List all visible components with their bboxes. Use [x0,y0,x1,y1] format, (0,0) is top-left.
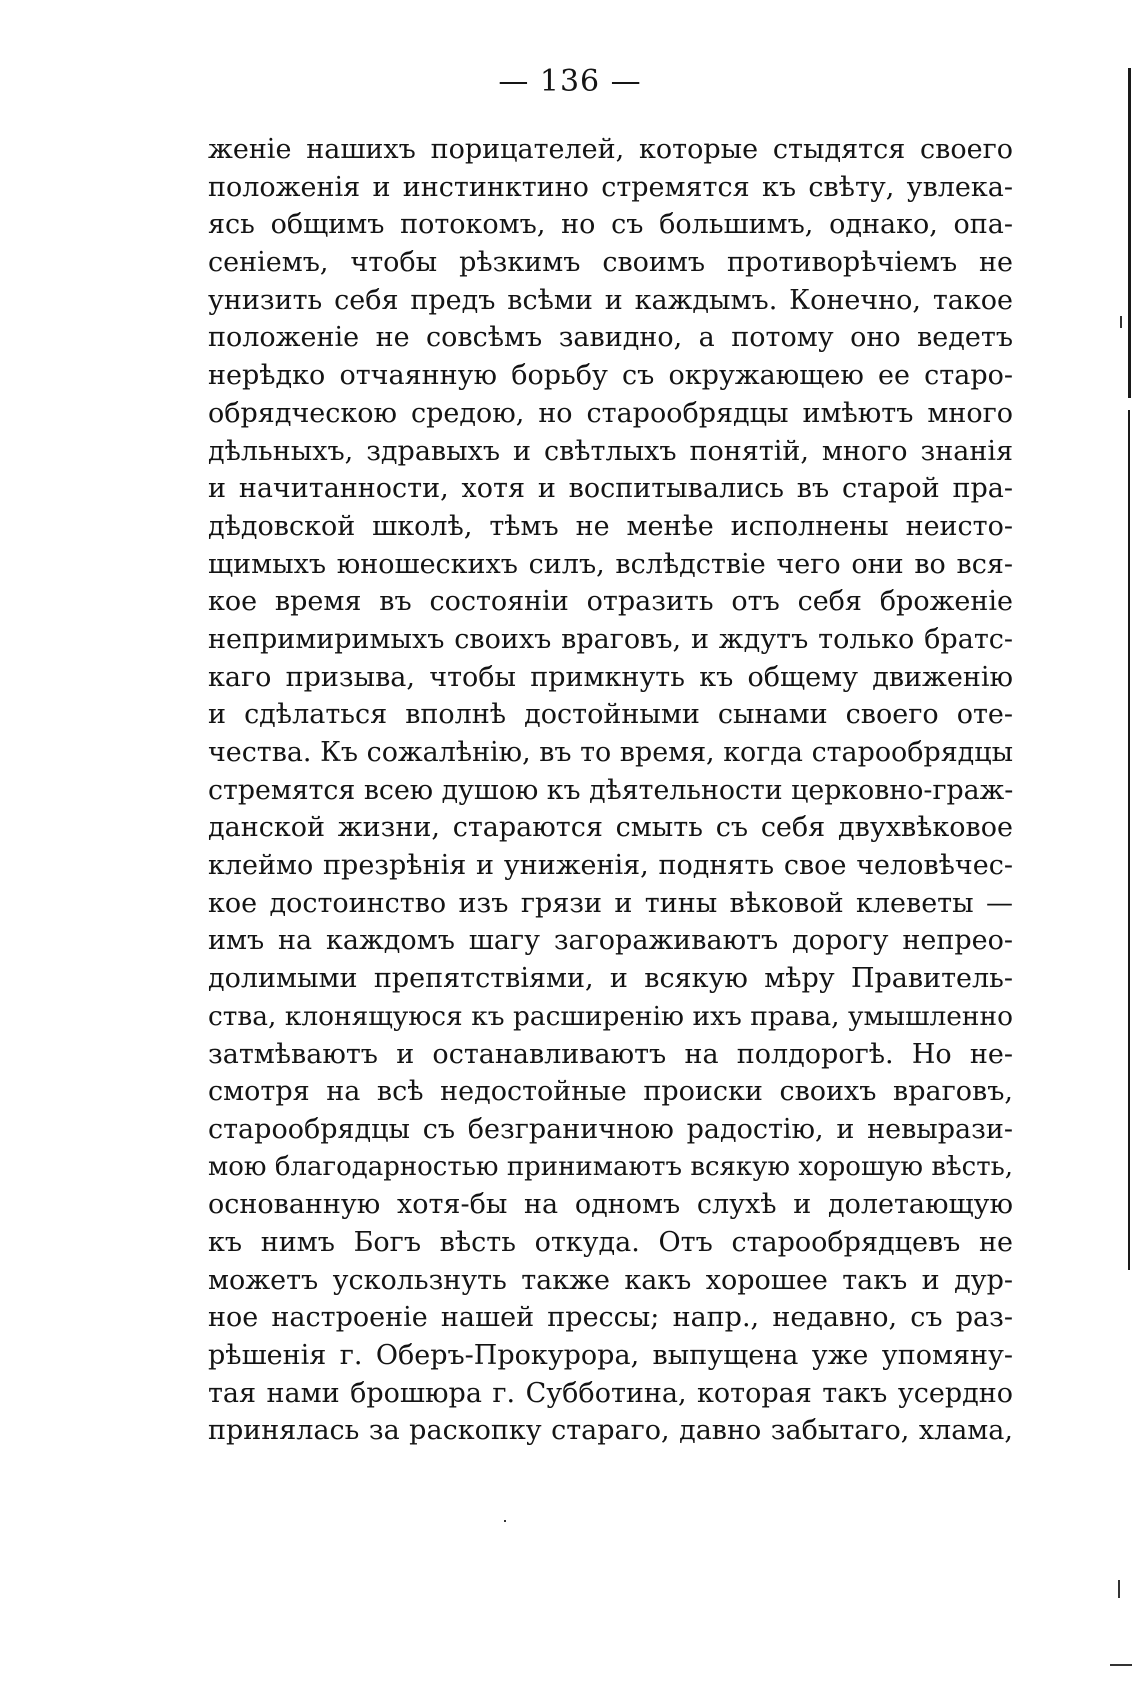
text-line: смотря на всѣ недостойные происки своихъ враговъ, [208,1076,1013,1108]
text-line: сеніемъ, чтобы рѣзкимъ своимъ противорѣчіемъ не [208,247,1013,279]
text-line: кое время въ состояніи отразить отъ себя броженіе [208,586,1013,618]
page-number: — 136 — [498,64,642,99]
text-line: обрядческою средою, но старообрядцы имѣютъ много [208,397,1013,429]
text-line: унизить себя предъ всѣми и каждымъ. Конечно, такое [208,284,1013,316]
text-line: кое достоинство изъ грязи и тины вѣковой клеветы — [208,887,1013,919]
text-line: и начитанности, хотя и воспитывались въ старой пра- [208,473,1013,505]
text-line: основанную хотя-бы на одномъ слухѣ и долетающую [208,1189,1013,1221]
text-line: къ нимъ Богъ вѣсть откуда. Отъ старообрядцевъ не [208,1226,1013,1258]
text-line: ное настроеніе нашей прессы; напр., недавно, съ раз- [208,1302,1013,1334]
text-line: стремятся всею душою къ дѣятельности церковно-граж- [208,774,1014,806]
text-line: положеніе не совсѣмъ завидно, а потому оно ведетъ [208,322,1013,354]
text-line: клеймо презрѣнія и униженія, поднять свое человѣчес- [208,850,1013,882]
text-line: щимыхъ юношескихъ силъ, вслѣдствіе чего они во вся- [208,548,1013,580]
text-line: тая нами брошюра г. Субботина, которая такъ усердно [208,1377,1013,1409]
text-line: женіе нашихъ порицателей, которые стыдятся своего [208,134,1013,165]
text-line: рѣшенія г. Оберъ-Прокурора, выпущена уже упомяну- [208,1340,1013,1371]
text-line: нерѣдко отчаянную борьбу съ окружающею ее старо- [208,360,1013,392]
text-line: мою благодарностью принимаютъ всякую хорошую вѣсть, [208,1151,1013,1182]
body-text [208,131,1013,1450]
text-line: можетъ ускользнуть также какъ хорошее такъ и дур- [208,1264,1013,1296]
text-line: положенія и инстинктино стремятся къ свѣту, увлека- [208,171,1013,203]
text-line: и сдѣлаться вполнѣ достойными сынами своего оте- [208,699,1013,731]
text-line: чества. Къ сожалѣнію, въ то время, когда старообрядцы [208,737,1013,768]
scan-edge-mark [1118,1580,1120,1598]
scan-edge-line [1128,410,1130,1270]
scan-edge-line [1128,68,1131,398]
text-line: непримиримыхъ своихъ враговъ, и ждутъ только братс- [208,623,1013,655]
text-line: данской жизни, стараются смыть съ себя двухвѣковое [208,812,1013,844]
text-line: долимыми препятствіями, и всякую мѣру Правитель- [208,963,1013,995]
text-line: старообрядцы съ безграничною радостію, и невырази- [208,1113,1013,1145]
text-line: дѣльныхъ, здравыхъ и свѣтлыхъ понятій, много знанія [208,435,1013,467]
text-line: принялась за раскопку стараго, давно забытаго, хлама, [208,1415,1013,1447]
text-line: ства, клонящуюся къ расширенію ихъ права, умышленно [208,1000,1013,1032]
scan-edge-mark [504,1520,506,1522]
text-line: каго призыва, чтобы примкнуть къ общему движенію [208,661,1013,693]
text-line: дѣдовской школѣ, тѣмъ не менѣе исполнены неисто- [208,510,1013,542]
scan-edge-mark [1120,316,1122,328]
scan-edge-mark [1110,1664,1132,1666]
text-line: ясь общимъ потокомъ, но съ большимъ, однако, опа- [208,209,1013,241]
text-line: затмѣваютъ и останавливаютъ на полдорогѣ. Но не- [208,1038,1013,1070]
text-line: имъ на каждомъ шагу загораживаютъ дорогу непрео- [208,925,1013,957]
